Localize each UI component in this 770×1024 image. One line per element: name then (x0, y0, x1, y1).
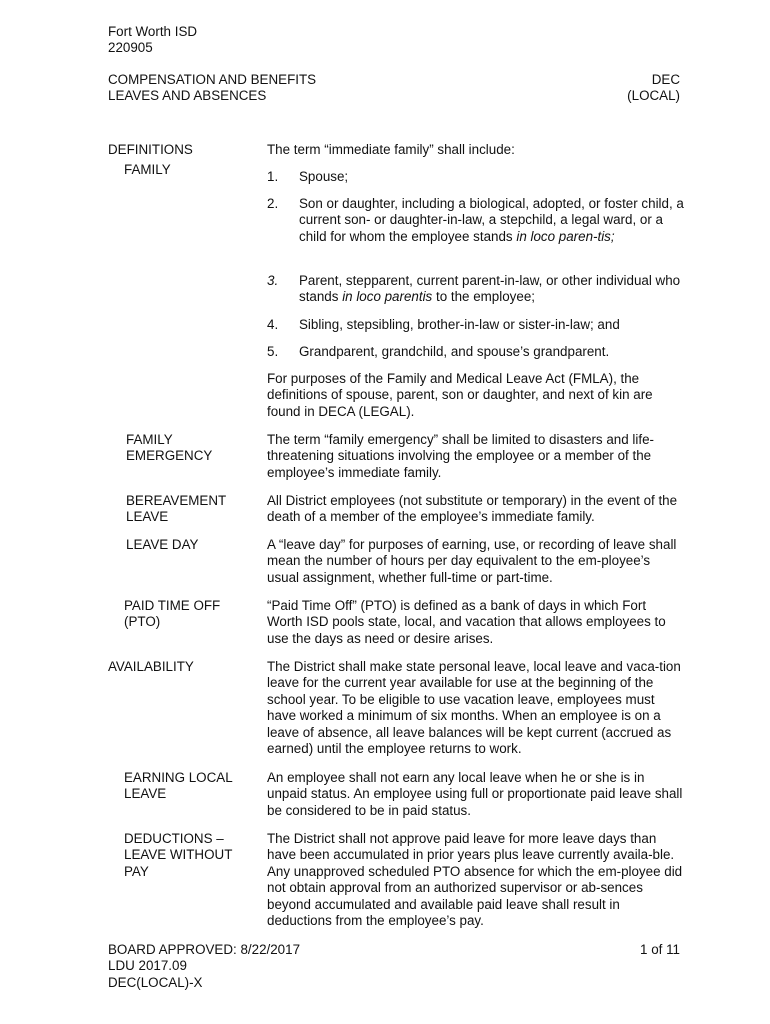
district-name: Fort Worth ISD (108, 24, 198, 39)
label-line: EARNING LOCAL (124, 770, 233, 785)
header-section-block (108, 72, 316, 105)
district-code: 220905 (108, 40, 153, 56)
label-line: EMERGENCY (126, 448, 213, 464)
label-line: LEAVE (124, 786, 167, 802)
bereavement-paragraph: All District employees (not substitute or temporary) in the event of the death of a member of the employee’s immediate family. (267, 493, 678, 525)
subsection-title: LEAVES AND ABSENCES (108, 88, 267, 104)
label-definitions: DEFINITIONS (108, 142, 193, 157)
label-availability: AVAILABILITY (108, 659, 194, 674)
label-line: FAMILY (126, 432, 173, 447)
label-line: PAY (124, 863, 149, 879)
list-item-text: Parent, stepparent, current parent-in-law, or other individual who stands (299, 273, 681, 305)
header-district-block (108, 24, 197, 57)
label-bereavement-leave (126, 493, 276, 526)
family-emergency-paragraph: The term “family emergency” shall be limited to disasters and life-threatening situations involving the employee or a member of the employee’s immediate family. (267, 432, 654, 480)
header-policy-block (627, 72, 680, 105)
list-number: 4. (267, 317, 279, 332)
policy-code: DEC (651, 72, 680, 87)
pto-paragraph: “Paid Time Off” (PTO) is defined as a bank of days in which Fort Worth ISD pools state, local, and vacation that allows employees to use the days as need or desire arises. (267, 598, 666, 646)
label-line: LEAVE WITHOUT (124, 847, 233, 863)
family-intro: The term “immediate family” shall include: (267, 142, 515, 157)
label-line: PAID TIME OFF (124, 598, 221, 613)
earning-paragraph: An employee shall not earn any local leave when he or she is in unpaid status. An employee using full or proportionate paid leave shall be considered to be in paid status. (267, 770, 683, 818)
label-pto (124, 598, 274, 631)
list-item: Grandparent, grandchild, and spouse’s grandparent. (299, 344, 610, 359)
document-id: DEC(LOCAL)-X (108, 974, 203, 990)
list-number: 2. (267, 196, 279, 211)
section-title: COMPENSATION AND BENEFITS (108, 72, 317, 87)
deductions-paragraph: The District shall not approve paid leave for more leave days than have been accumulated in prior years plus leave currently availa-ble. Any unapproved scheduled PTO absence for which the em-ployee did not obtain approval from an authorized supervisor or ab-sences beyond accumulated and available paid leave shall result in deductions from the employee’s pay. (267, 831, 683, 929)
board-approved: BOARD APPROVED: 8/22/2017 (108, 942, 301, 957)
label-line: DEDUCTIONS – (124, 831, 224, 846)
leave-day-paragraph: A “leave day” for purposes of earning, use, or recording of leave shall mean the number of hours per day equivalent to the em-ployee’s usual assignment, whether full-time or part-time. (267, 537, 677, 585)
list-item: Spouse; (299, 169, 349, 184)
footer-block (108, 942, 300, 991)
page-number: 1 of 11 (640, 942, 680, 957)
list-item (299, 196, 685, 245)
label-family: FAMILY (124, 162, 171, 177)
label-line: (PTO) (124, 614, 161, 630)
list-item-italic: in loco paren-tis; (516, 228, 615, 244)
ldu-version: LDU 2017.09 (108, 958, 187, 974)
label-deductions (124, 831, 274, 880)
list-number: 3. (267, 273, 279, 288)
label-line: LEAVE (126, 509, 169, 525)
label-family-emergency (126, 432, 276, 465)
label-leave-day: LEAVE DAY (126, 537, 199, 552)
list-item (299, 273, 685, 306)
label-earning-local-leave (124, 770, 274, 803)
list-number: 1. (267, 169, 279, 184)
list-number: 5. (267, 344, 279, 359)
list-item: Sibling, stepsibling, brother-in-law or sister-in-law; and (299, 317, 620, 332)
list-item-italic: in loco parentis (342, 289, 433, 305)
availability-paragraph: The District shall make state personal leave, local leave and vaca-tion leave for the current year available for use at the beginning of the school year. To be eligible to use vacation leave, employees must have worked a minimum of six months. When an employee is on a leave of absence, all leave balances will be kept current (accrued as earned) until the employee returns to work. (267, 659, 681, 757)
list-item-text: to the employee; (432, 289, 535, 305)
list-item-text: Son or daughter, including a biological, adopted, or foster child, a current son- or daughter-in-law, a stepchild, a legal ward, or a child for whom the employee stands (299, 196, 684, 244)
policy-type: (LOCAL) (627, 88, 680, 104)
fmla-paragraph: For purposes of the Family and Medical Leave Act (FMLA), the definitions of spouse, parent, son or daughter, and next of kin are found in DECA (LEGAL). (267, 371, 653, 419)
label-line: BEREAVEMENT (126, 493, 227, 508)
